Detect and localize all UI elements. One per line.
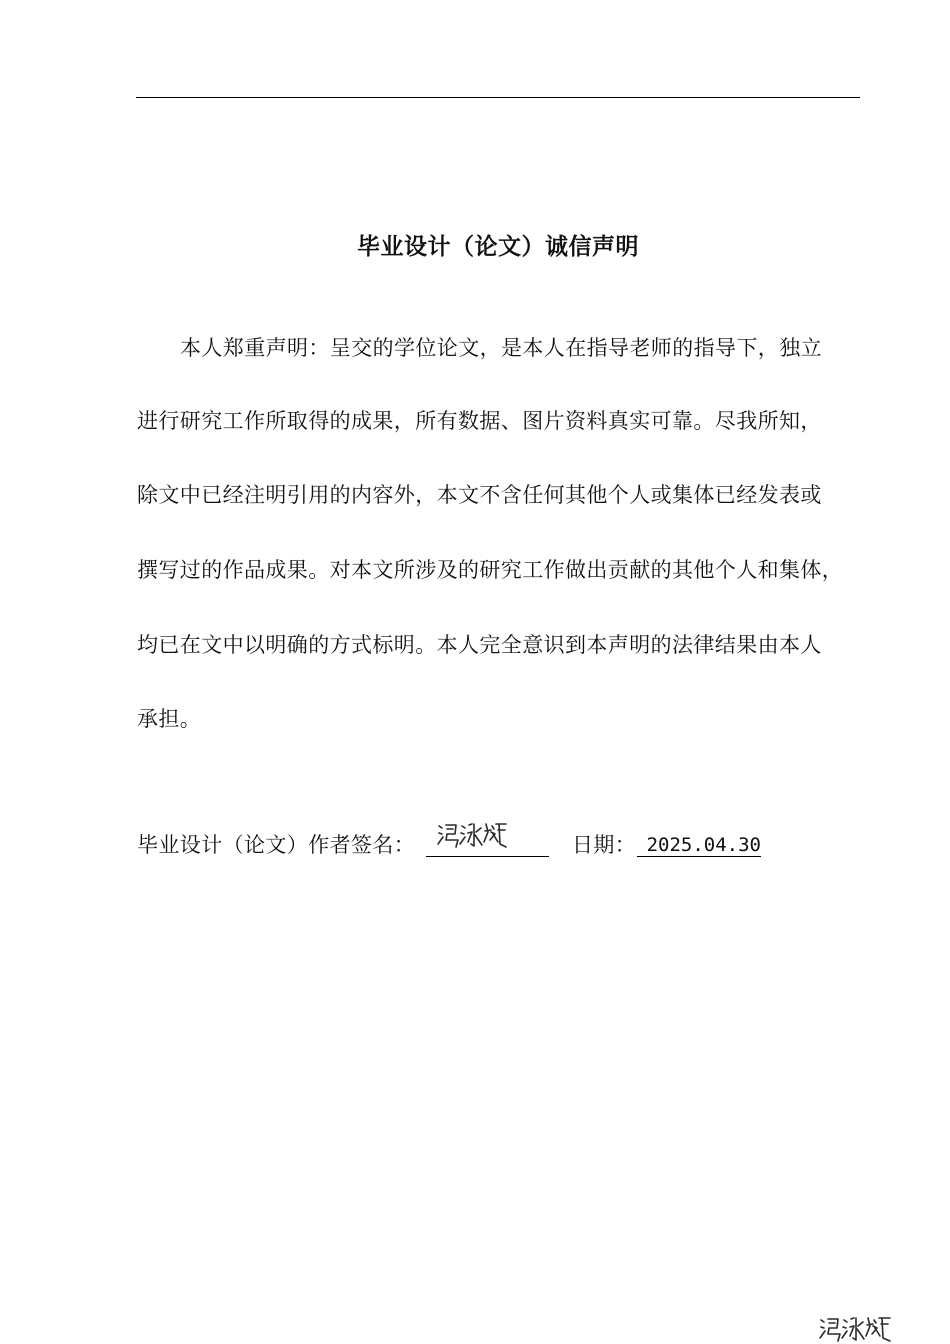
declaration-line-3: 除文中已经注明引用的内容外，本文不含任何其他个人或集体已经发表或 [137,483,822,507]
author-signature-field [426,830,549,857]
declaration-line-6: 承担。 [137,707,202,731]
author-signature-label: 毕业设计（论文）作者签名： [137,833,416,857]
date-label: 日期： [572,833,637,857]
date-field: 2025.04.30 [637,830,761,857]
declaration-line-4: 撰写过的作品成果。对本文所涉及的研究工作做出贡献的其他个人和集体， [137,558,844,582]
corner-signature-image [818,1312,892,1342]
declaration-line-1: 本人郑重声明：呈交的学位论文，是本人在指导老师的指导下，独立 [180,336,822,360]
signature-row [137,830,857,864]
author-signature-image [436,820,508,850]
page-title: 毕业设计（论文）诚信声明 [357,234,639,260]
declaration-line-2: 进行研究工作所取得的成果，所有数据、图片资料真实可靠。尽我所知， [137,409,822,433]
declaration-line-5: 均已在文中以明确的方式标明。本人完全意识到本声明的法律结果由本人 [137,633,822,657]
header-rule [136,97,860,98]
